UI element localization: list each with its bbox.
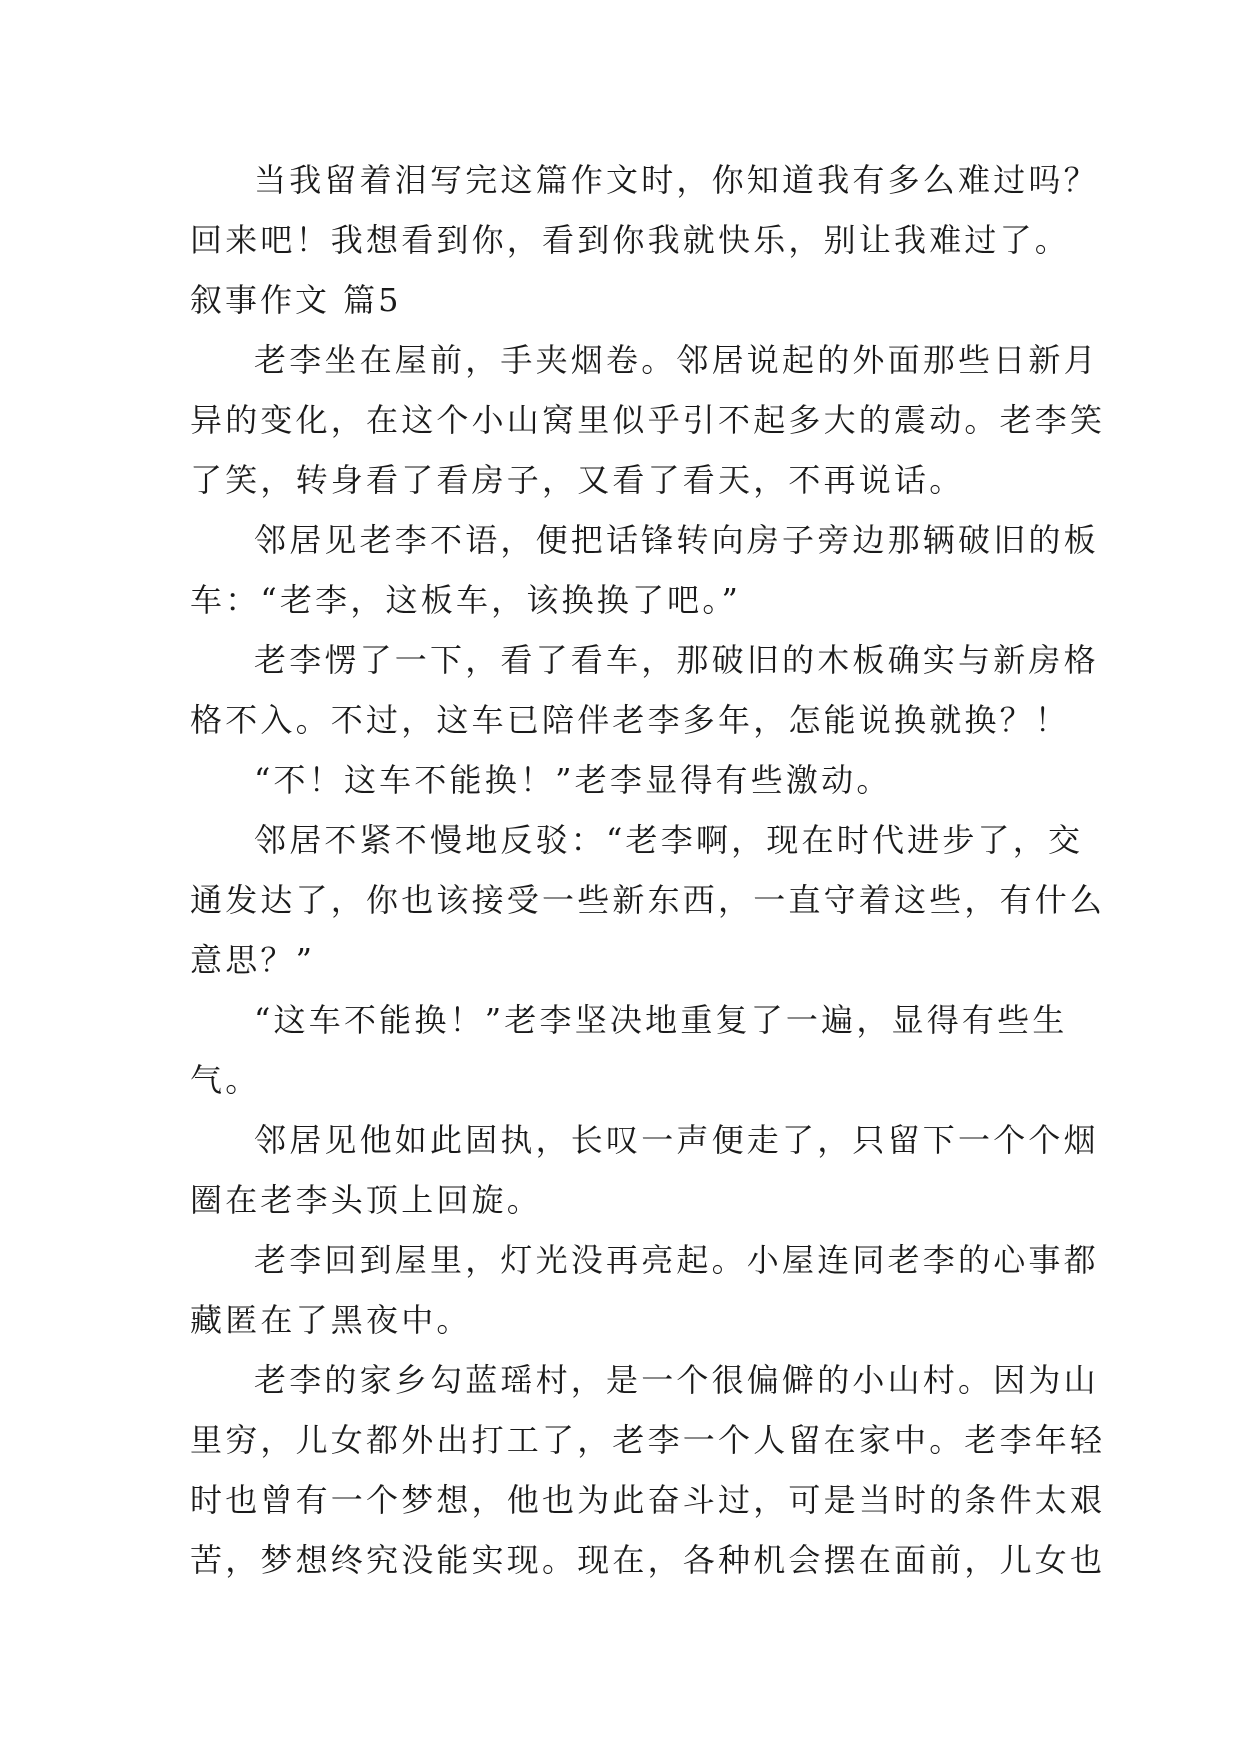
paragraph-line: 里穷，儿女都外出打工了，老李一个人留在家中。老李年轻 (190, 1421, 1106, 1459)
paragraph-line: 老李坐在屋前，手夹烟卷。邻居说起的外面那些日新月 (254, 341, 1099, 379)
paragraph-line: 通发达了，你也该接受一些新东西，一直守着这些，有什么 (190, 881, 1106, 919)
paragraph-line: 邻居见他如此固执，长叹一声便走了，只留下一个个烟 (254, 1121, 1099, 1159)
paragraph-line: 回来吧！我想看到你，看到你我就快乐，别让我难过了。 (190, 221, 1071, 259)
paragraph-line: 邻居见老李不语，便把话锋转向房子旁边那辆破旧的板 (254, 521, 1099, 559)
paragraph-line: “这车不能换！”老李坚决地重复了一遍，显得有些生 (254, 1001, 1068, 1039)
paragraph-line: 邻居不紧不慢地反驳：“老李啊，现在时代进步了，交 (254, 821, 1084, 859)
paragraph-line: 异的变化，在这个小山窝里似乎引不起多大的震动。老李笑 (190, 401, 1106, 439)
paragraph-line: 圈在老李头顶上回旋。 (190, 1181, 543, 1219)
paragraph-line: 老李回到屋里，灯光没再亮起。小屋连同老李的心事都 (254, 1241, 1099, 1279)
paragraph-line: 老李愣了一下，看了看车，那破旧的木板确实与新房格 (254, 641, 1099, 679)
paragraph-line: 老李的家乡勾蓝瑶村，是一个很偏僻的小山村。因为山 (254, 1361, 1099, 1399)
paragraph-line: 藏匿在了黑夜中。 (190, 1301, 472, 1339)
paragraph-line: “不！这车不能换！”老李显得有些激动。 (254, 761, 892, 799)
paragraph-line: 意思？” (190, 941, 316, 979)
section-heading: 叙事作文 篇5 (190, 281, 402, 319)
paragraph-line: 格不入。不过，这车已陪伴老李多年，怎能说换就换？！ (190, 701, 1071, 739)
paragraph-line: 时也曾有一个梦想，他也为此奋斗过，可是当时的条件太艰 (190, 1481, 1106, 1519)
paragraph-line: 车：“老李，这板车，该换换了吧。” (190, 581, 742, 619)
document-page (190, 150, 1106, 1590)
paragraph-line: 了笑，转身看了看房子，又看了看天，不再说话。 (190, 461, 965, 499)
paragraph-line: 气。 (190, 1061, 261, 1099)
paragraph-line: 当我留着泪写完这篇作文时，你知道我有多么难过吗？ (254, 161, 1099, 199)
paragraph-line: 苦，梦想终究没能实现。现在，各种机会摆在面前，儿女也 (190, 1541, 1106, 1579)
